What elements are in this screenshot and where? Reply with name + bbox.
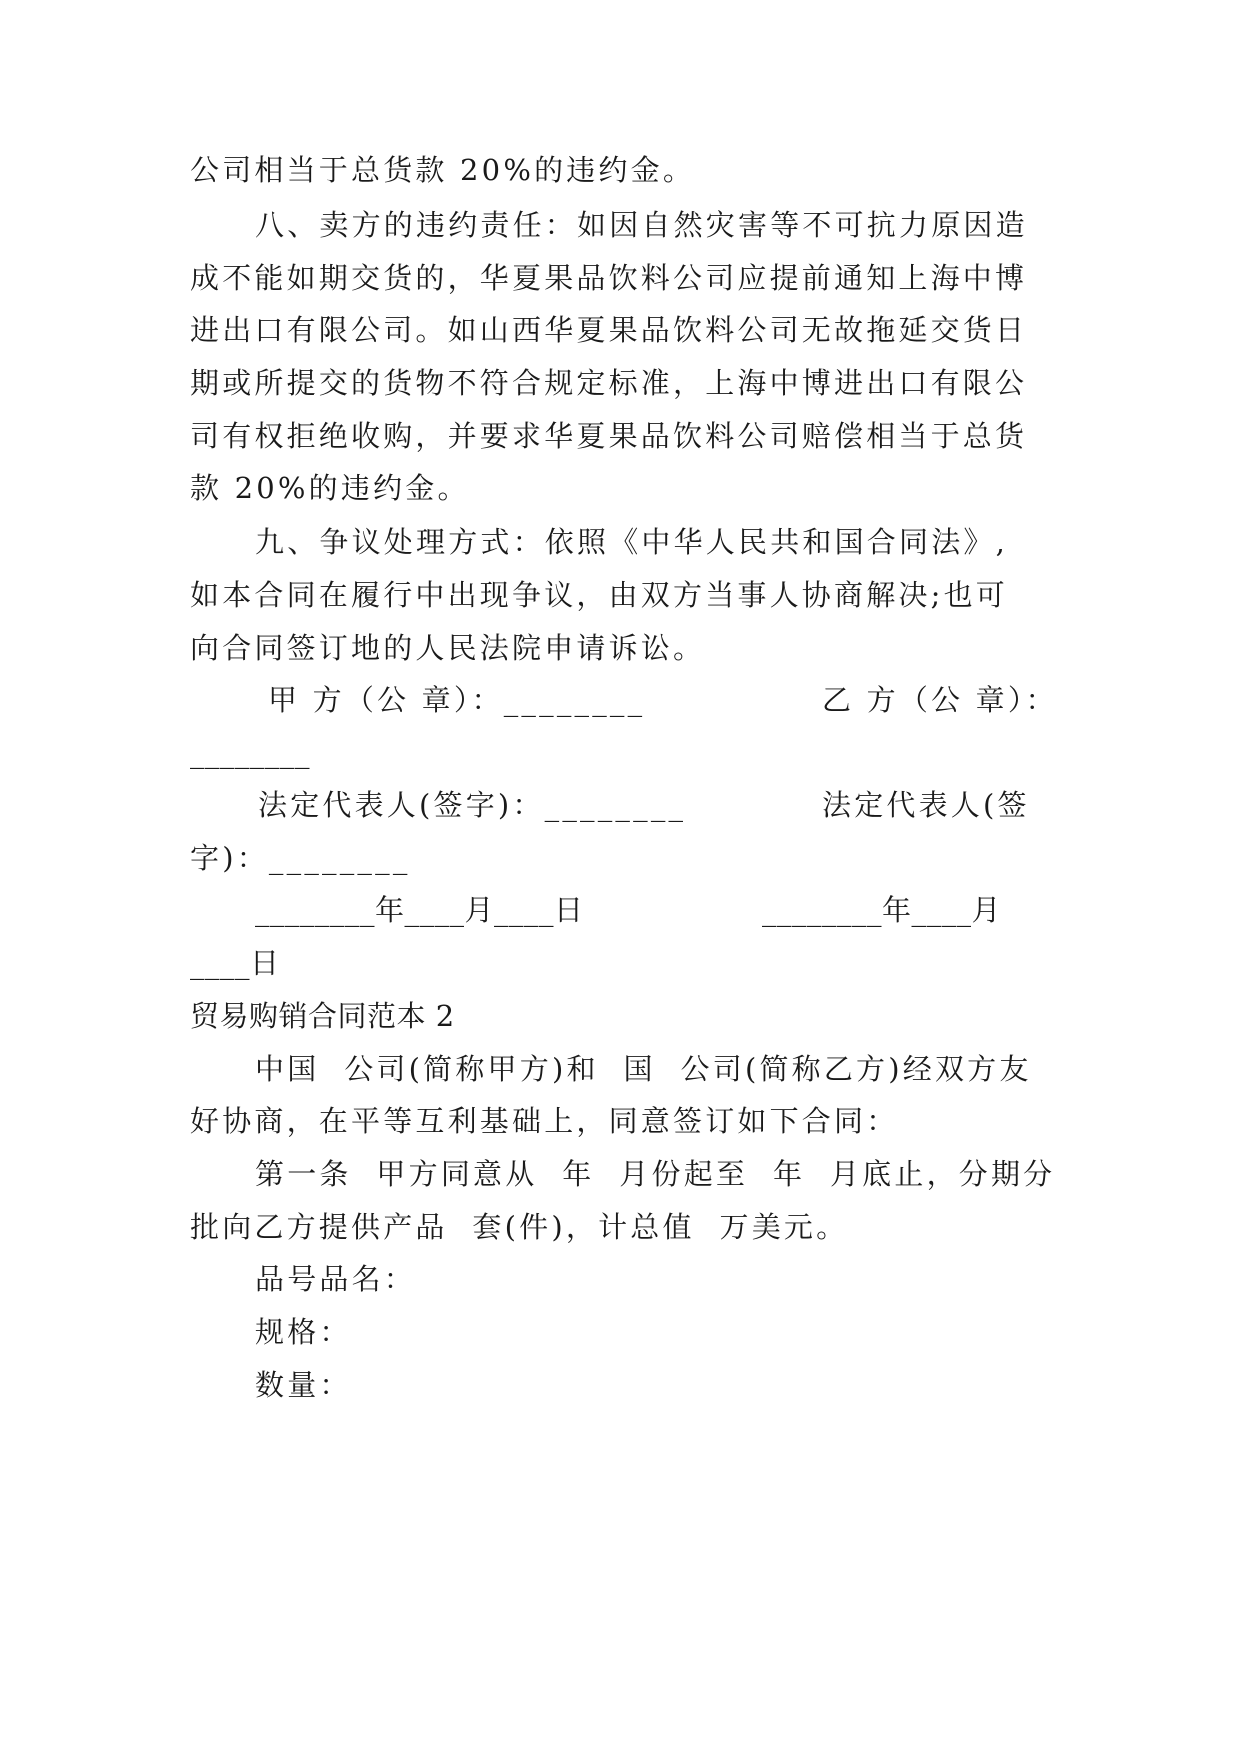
text-line: 公司相当于总货款 20%的违约金。 — [190, 153, 696, 187]
section-title: 贸易购销合同范本 2 — [190, 999, 455, 1033]
party-a-date-field: ________年____月____日 — [255, 893, 584, 927]
party-b-date-field: ________年____月 — [762, 893, 1002, 927]
party-b-seal-blank: ________ — [190, 735, 310, 769]
article-1-line: 第一条 甲方同意从 年 月份起至 年 月底止，分期分 — [255, 1157, 1056, 1191]
clause-8-heading-line: 八、卖方的违约责任：如因自然灾害等不可抗力原因造 — [255, 208, 1028, 242]
party-a-representative-field: 法定代表人(签字)：________ — [258, 788, 687, 822]
party-b-date-day: ____日 — [190, 946, 280, 980]
party-b-representative-blank: 字)：________ — [190, 841, 411, 875]
text-line: 如本合同在履行中出现争议，由双方当事人协商解决;也可 — [190, 578, 1008, 612]
quantity-label: 数量： — [255, 1368, 352, 1402]
text-line: 好协商，在平等互利基础上，同意签订如下合同： — [190, 1104, 899, 1138]
specification-label: 规格： — [255, 1315, 352, 1349]
party-b-representative-field: 法定代表人(签 — [822, 788, 1030, 822]
text-line: 款 20%的违约金。 — [190, 471, 470, 505]
text-line: 进出口有限公司。如山西华夏果品饮料公司无故拖延交货日 — [190, 313, 1028, 347]
clause-9-heading-line: 九、争议处理方式：依照《中华人民共和国合同法》, — [255, 525, 1009, 559]
text-line: 向合同签订地的人民法院申请诉讼。 — [190, 631, 706, 665]
party-b-seal-field: 乙 方（公 章）： — [822, 683, 1058, 717]
party-a-seal-field: 甲 方（公 章）：________ — [268, 683, 646, 717]
text-line: 司有权拒绝收购，并要求华夏果品饮料公司赔偿相当于总货 — [190, 419, 1028, 453]
text-line: 批向乙方提供产品 套(件)，计总值 万美元。 — [190, 1210, 849, 1244]
text-line: 中国 公司(简称甲方)和 国 公司(简称乙方)经双方友 — [255, 1052, 1032, 1086]
text-line: 期或所提交的货物不符合规定标准，上海中博进出口有限公 — [190, 366, 1028, 400]
product-name-label: 品号品名： — [255, 1262, 417, 1296]
text-line: 成不能如期交货的，华夏果品饮料公司应提前通知上海中博 — [190, 261, 1028, 295]
